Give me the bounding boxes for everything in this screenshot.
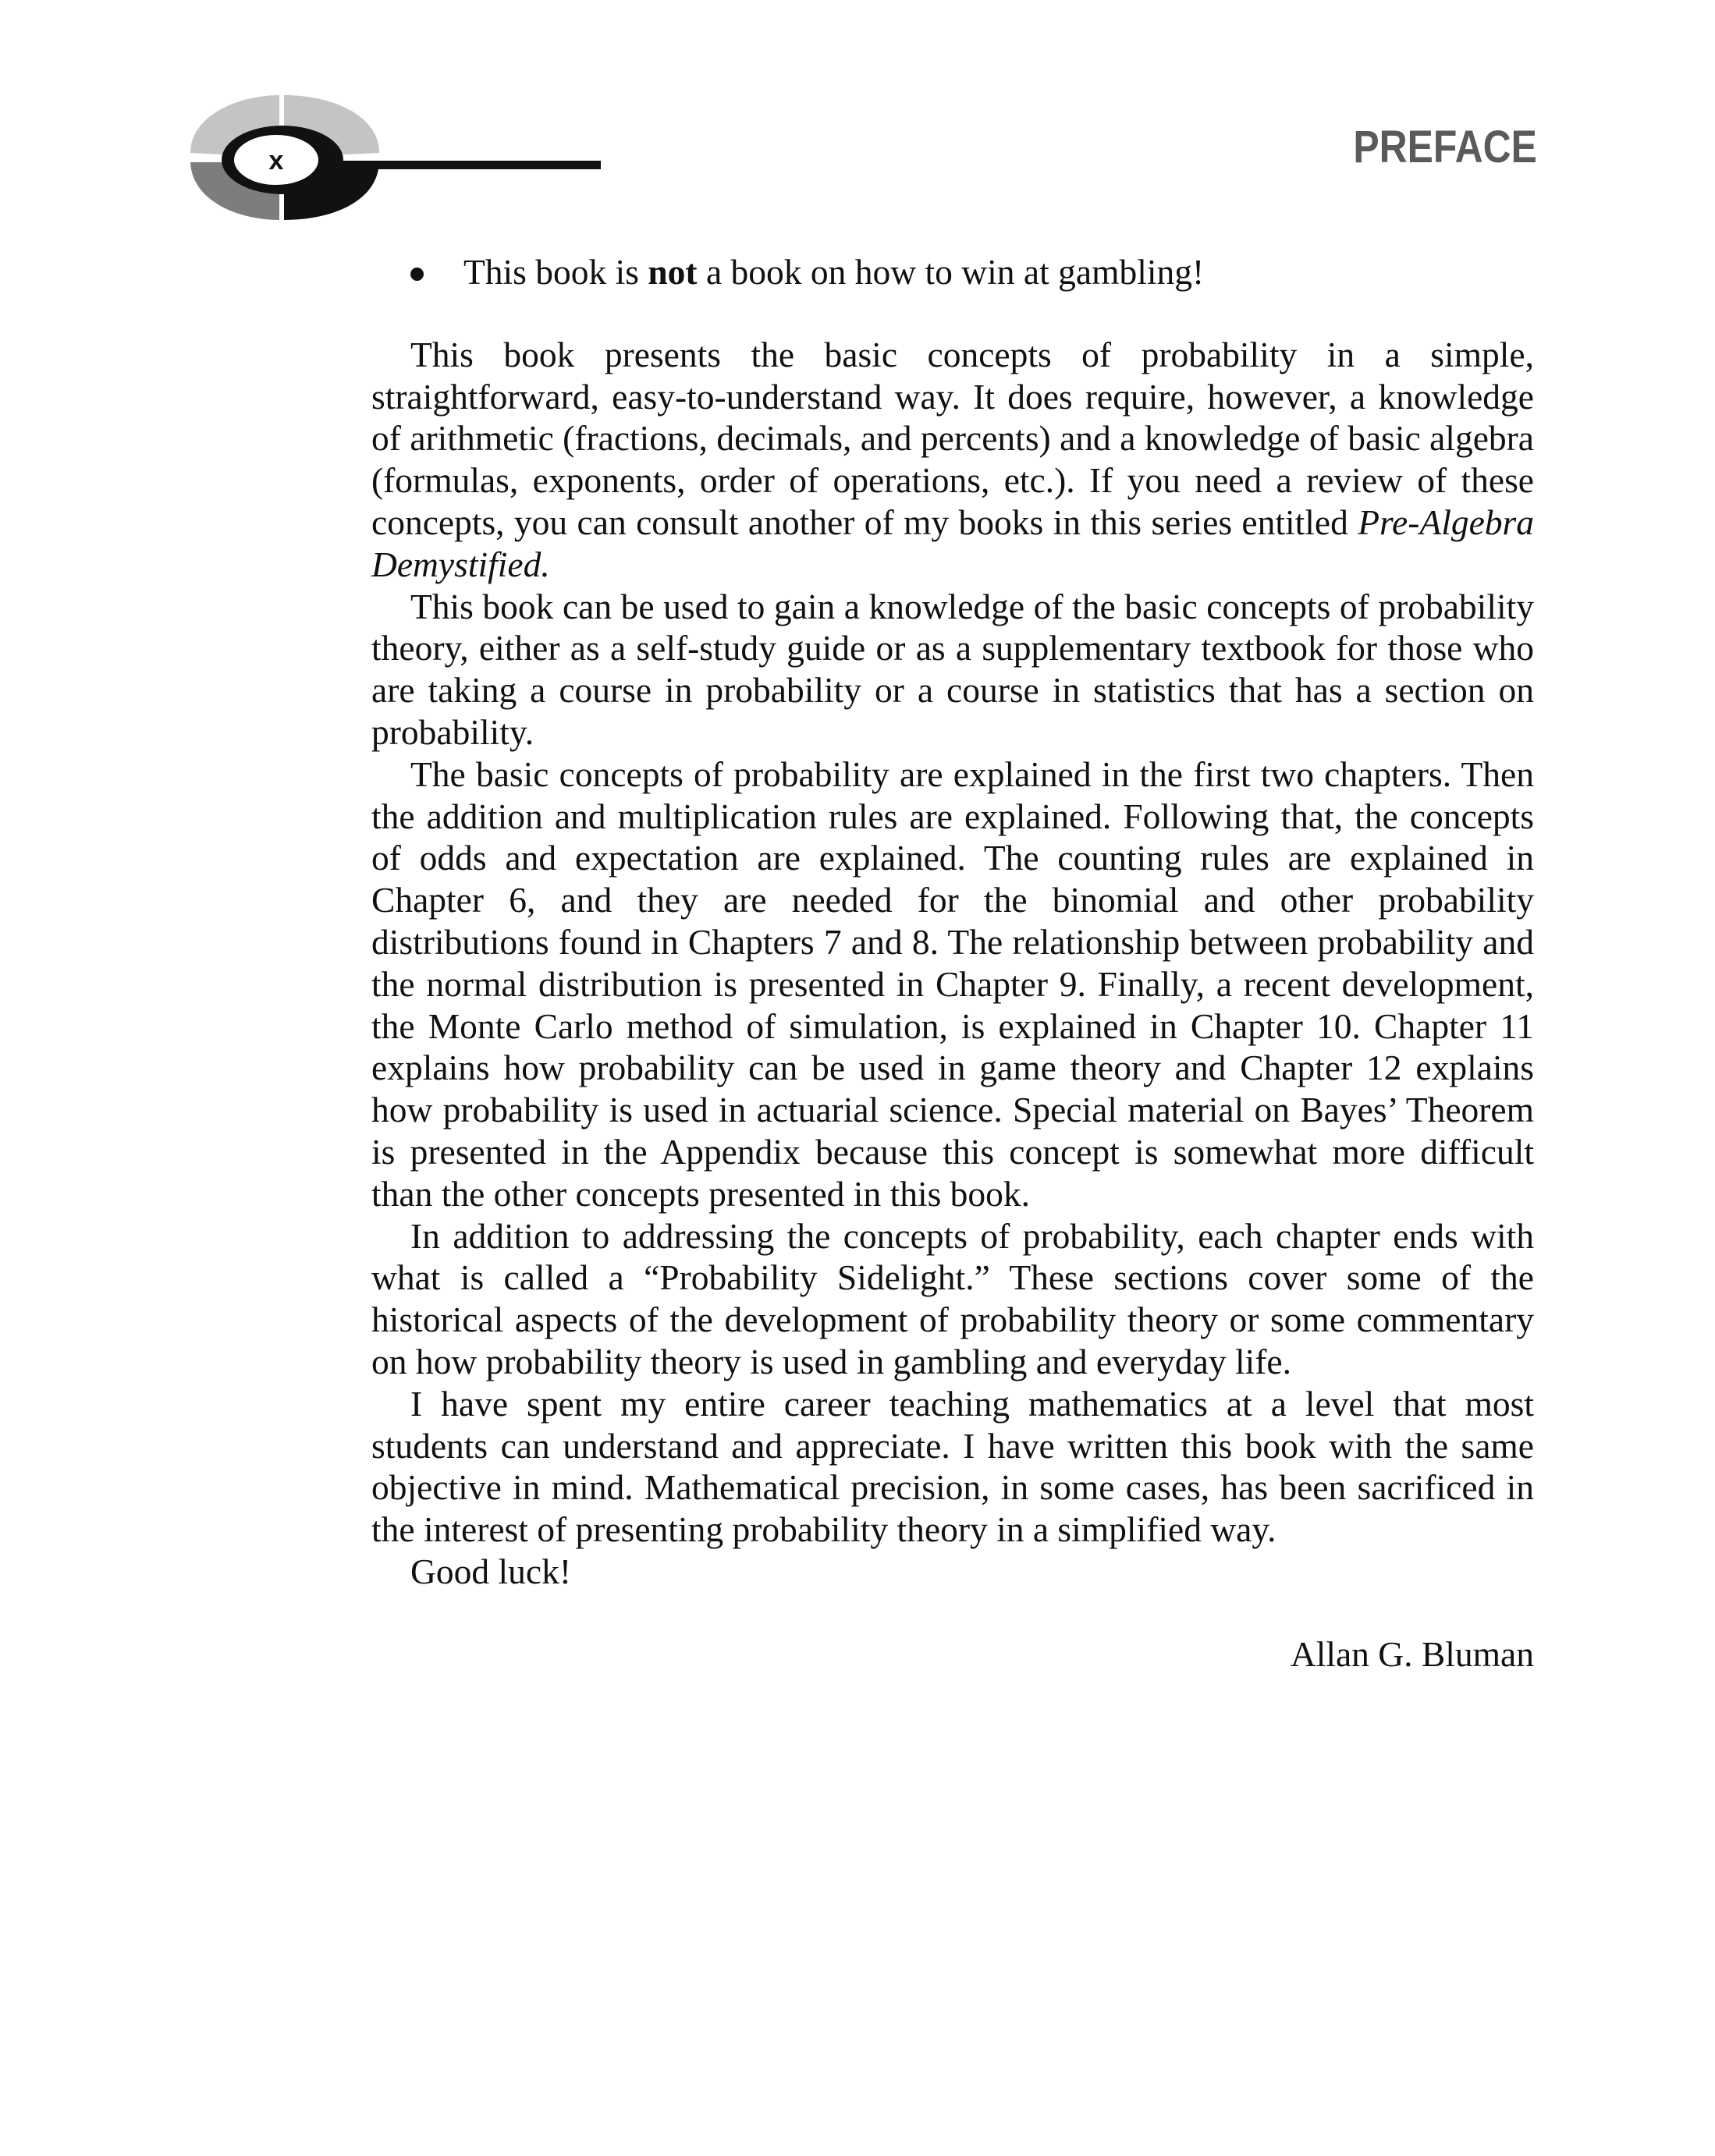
paragraph-4: In addition to addressing the concepts of probability, each chapter ends with what is called a “Probability Sidelight.” These sections cover some of the historical aspects of the development of probability theory or some commentary on how probability theory is used in gambling and everyday life.	[371, 1215, 1534, 1381]
ornament-rule	[340, 161, 601, 169]
bullet-text-after: a book on how to win at gambling!	[697, 252, 1205, 292]
paragraph-3: The basic concepts of probability are explained in the first two chapters. Then the addition and multiplication rules are explained. Following that, the concepts of odds and expectation are explained. The counting rules are explained in Chapter 6, and they are needed for the binomial and other probability distributions found in Chapters 7 and 8. The relationship between probability and the normal distribution is presented in Chapter 9. Finally, a recent development, the Monte Carlo method of simulation, is explained in Chapter 10. Chapter 11 explains how probability can be used in game theory and Chapter 12 explains how probability is used in actuarial science. Special material on Bayes’ Theorem is presented in the Appendix because this concept is somewhat more difficult than the other concepts presented in this book.	[371, 754, 1534, 1214]
closing-line: Good luck!	[410, 1551, 571, 1591]
author-signature: Allan G. Bluman	[1290, 1633, 1534, 1674]
running-head: PREFACE	[1353, 122, 1537, 172]
preface-body	[371, 251, 1534, 1676]
bullet-text-bold: not	[648, 252, 698, 292]
paragraph-1	[371, 334, 1534, 586]
page-number: x	[268, 146, 284, 176]
bullet-dot-icon	[410, 268, 424, 281]
bullet-text-before: This book is	[463, 252, 648, 292]
page-number-ornament	[184, 92, 601, 223]
paragraph-5: I have spent my entire career teaching mathematics at a level that most students can understand and appreciate. I have written this book with the same objective in mind. Mathematical precision, in some cases, has been sacrificed in the interest of presenting probability theory in a simplified way.	[371, 1383, 1534, 1550]
paragraph-1-text: This book presents the basic concepts of probability in a simple, straightforward, easy-to-understand way. It does require, however, a knowledge of arithmetic (fractions, decimals, and percents) and a knowledge of basic algebra (formulas, exponents, order of operations, etc.). If you need a review of these concepts, you can consult another of my books in this series entitled	[371, 334, 1534, 542]
bullet-item	[371, 251, 1534, 293]
book-title-reference: Pre-Algebra Demystified.	[371, 502, 1534, 584]
paragraph-2: This book can be used to gain a knowledge of the basic concepts of probability theory, either as a self-study guide or as a supplementary textbook for those who are taking a course in probability or a course in statistics that has a section on probability.	[371, 586, 1534, 752]
